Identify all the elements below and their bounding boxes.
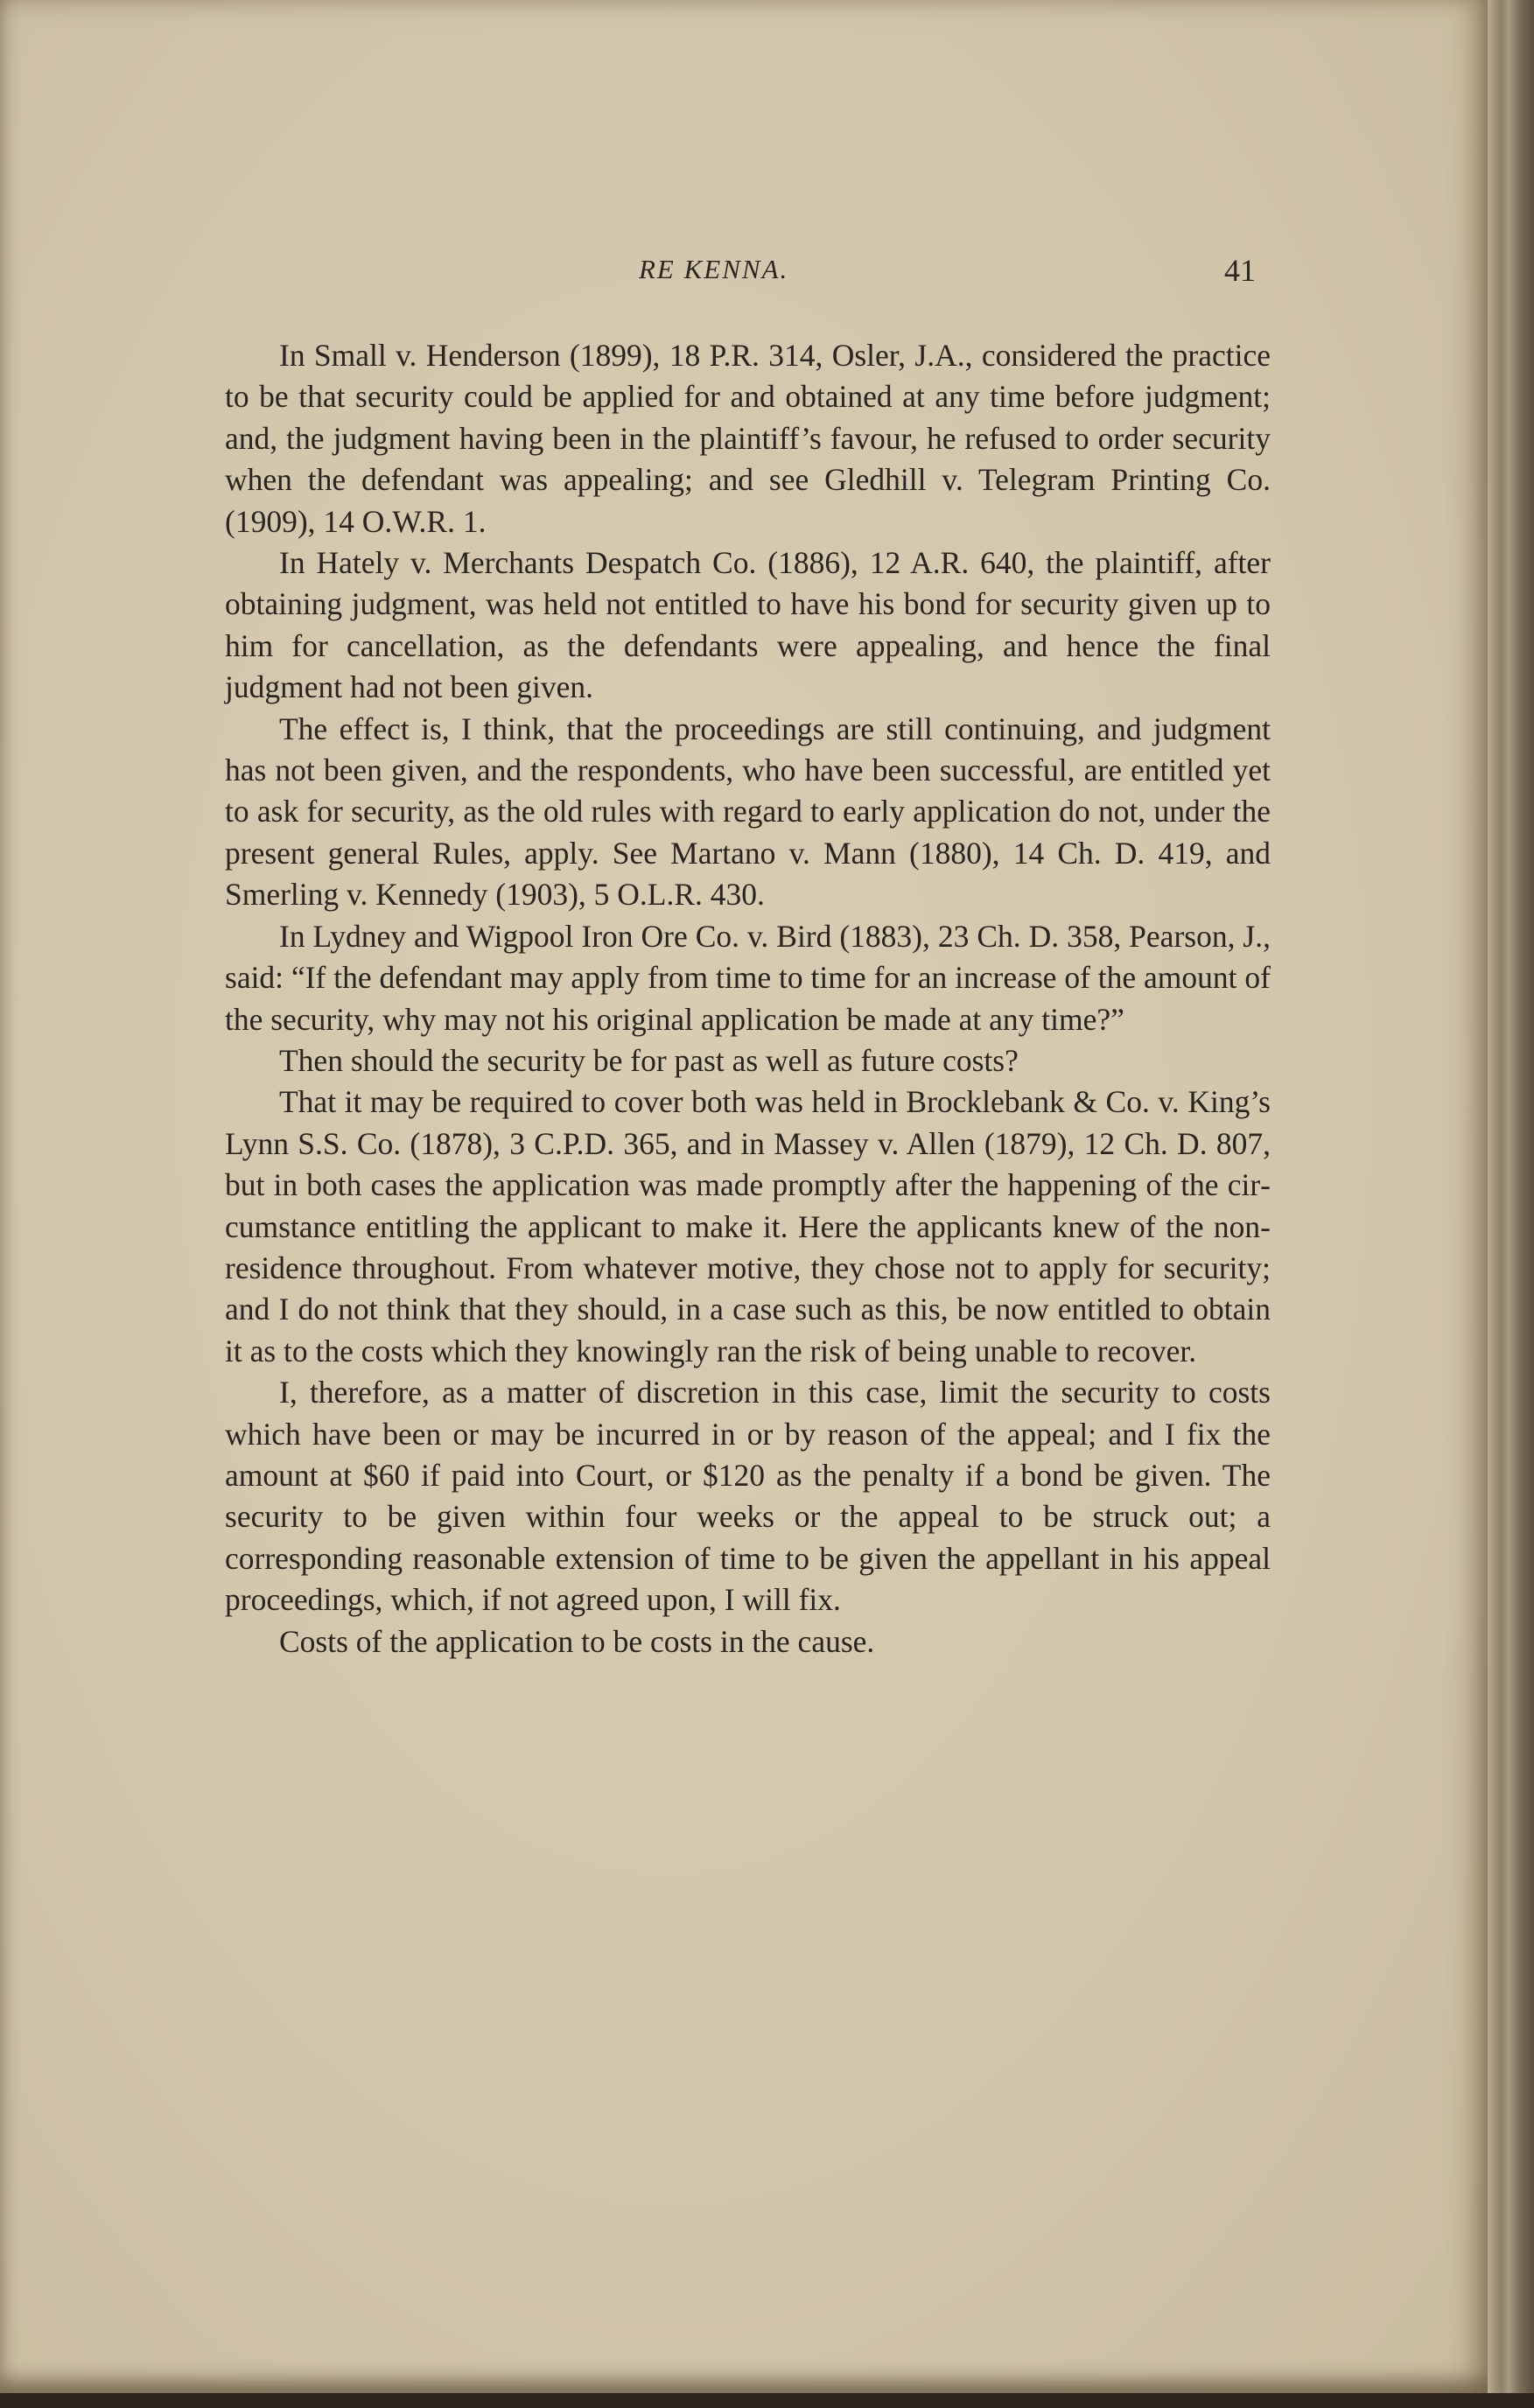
page-number: 41 <box>1224 253 1256 288</box>
paragraph: I, therefore, as a matter of discretion in this case, limit the security to costs which have been or may be incurred in or by reason of the appeal; and I fix the amount at $60 if paid into Court, or $120 as the penalty if a bond be given. The security to be given within four weeks or the appeal to be struck out; a corresponding reasonable extension of time to be given the appellant in his appeal proceedings, which, if not agreed upon, I will fix. <box>225 1375 1271 1618</box>
page-stack-edge <box>1488 0 1534 2408</box>
page-header <box>228 254 1269 298</box>
paragraph: In Lydney and Wigpool Iron Ore Co. v. Bird (1883), 23 Ch. D. 358, Pearson, J., said: “If the defendant may apply from time to time for an increase of the amount of the security, why may not his original application be made at any time?” <box>225 918 1271 1037</box>
paragraph: Then should the security be for past as well as future costs? <box>279 1042 1019 1078</box>
body-text <box>225 335 1271 1662</box>
running-head: RE KENNA. <box>639 254 789 284</box>
paragraph: That it may be required to cover both was held in Brocklebank & Co. v. King’s Lynn S.S. Co. (1878), 3 C.P.D. 365, and in Massey v. Allen (1879), 12 Ch. D. 807, but in both cases the application was made promptly after the happening of the circumstance entitling the applicant to make it. Here the applicants knew of the non-residence throughout. From whatever motive, they chose not to apply for security; and I do not think that they should, in a case such as this, be now entitled to obtain it as to the costs which they knowingly ran the risk of being unable to recover. <box>225 1084 1271 1368</box>
bottom-shadow <box>0 2393 1534 2408</box>
paragraph: The effect is, I think, that the proceedings are still continuing, and judgment has not been given, and the respondents, who have been successful, are entitled yet to ask for security, as the old rules with regard to early application do not, under the present general Rules, apply. See Martano v. Mann (1880), 14 Ch. D. 419, and Smerling v. Kennedy (1903), 5 O.L.R. 430. <box>225 710 1271 913</box>
paragraph: Costs of the application to be costs in the cause. <box>279 1623 875 1659</box>
paragraph: In Small v. Henderson (1899), 18 P.R. 314, Osler, J.A., considered the practice to be that security could be applied for and obtained at any time before judgment; and, the judgment having been in the plaintiff’s favour, he refused to order security when the defendant was appealing; and see Gledhill v. Telegram Printing Co. (1909), 14 O.W.R. 1. <box>225 338 1271 539</box>
paragraph: In Hately v. Merchants Despatch Co. (1886), 12 A.R. 640, the plaintiff, after obtaining judgment, was held not entitled to have his bond for security given up to him for cancellation, as the defendants were appealing, and hence the final judgment had not been given. <box>225 545 1271 705</box>
